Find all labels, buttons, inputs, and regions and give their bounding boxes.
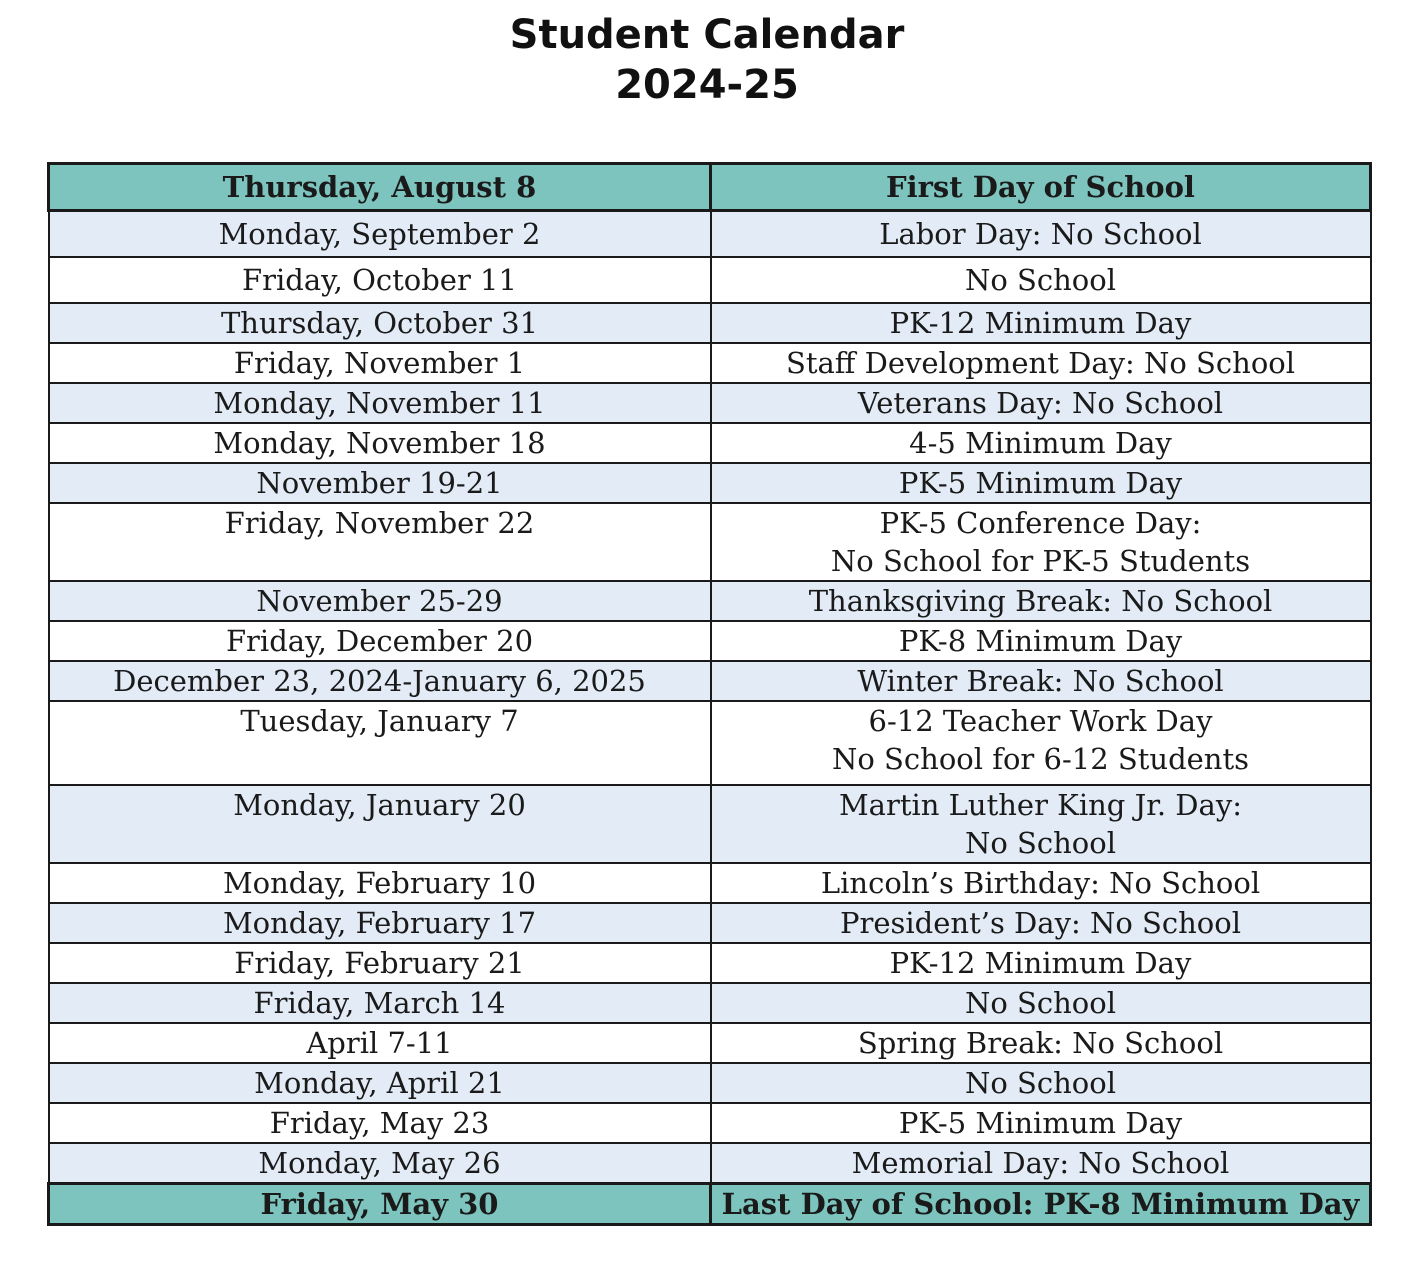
event-cell: No School: [711, 1063, 1371, 1103]
event-cell: [711, 785, 1371, 863]
event-cell: Thanksgiving Break: No School: [711, 581, 1371, 621]
date-cell: Monday, February 17: [49, 903, 711, 943]
date-cell: December 23, 2024-January 6, 2025: [49, 661, 711, 701]
table-row: [49, 383, 1371, 423]
table-row: [49, 863, 1371, 903]
event-line-1: PK-5 Conference Day:: [879, 506, 1202, 540]
table-row: [49, 343, 1371, 383]
date-cell: Friday, May 23: [49, 1103, 711, 1143]
date-cell: Friday, March 14: [49, 983, 711, 1023]
calendar-table: [47, 162, 1372, 1226]
table-row: [49, 701, 1371, 785]
event-cell: [711, 503, 1371, 581]
event-cell: Staff Development Day: No School: [711, 343, 1371, 383]
date-cell: Friday, February 21: [49, 943, 711, 983]
table-row: [49, 1103, 1371, 1143]
event-cell: PK-12 Minimum Day: [711, 303, 1371, 343]
table-row: [49, 423, 1371, 463]
date-cell: Friday, October 11: [49, 257, 711, 303]
table-row: [49, 903, 1371, 943]
event-cell: PK-5 Minimum Day: [711, 463, 1371, 503]
event-line-2: No School for PK-5 Students: [830, 544, 1251, 578]
event-cell: 4-5 Minimum Day: [711, 423, 1371, 463]
event-line-2: No School for 6-12 Students: [831, 742, 1250, 776]
date-cell: November 19-21: [49, 463, 711, 503]
event-cell: No School: [711, 257, 1371, 303]
table-row: [49, 503, 1371, 581]
table-row: [49, 211, 1371, 258]
date-cell: Thursday, October 31: [49, 303, 711, 343]
date-cell: Monday, January 20: [49, 785, 711, 863]
table-row: [49, 983, 1371, 1023]
table-footer-row: [49, 1184, 1371, 1225]
event-cell: No School: [711, 983, 1371, 1023]
page-title: [0, 10, 1414, 110]
date-cell: Monday, April 21: [49, 1063, 711, 1103]
date-cell: Monday, May 26: [49, 1143, 711, 1184]
event-cell: PK-5 Minimum Day: [711, 1103, 1371, 1143]
table-row: [49, 1063, 1371, 1103]
date-cell: Thursday, August 8: [49, 164, 711, 211]
table-header-row: [49, 164, 1371, 211]
table-row: [49, 943, 1371, 983]
date-cell: Monday, November 18: [49, 423, 711, 463]
date-cell: Friday, May 30: [49, 1184, 711, 1225]
event-cell: [711, 701, 1371, 785]
event-cell: Lincoln’s Birthday: No School: [711, 863, 1371, 903]
event-cell: Spring Break: No School: [711, 1023, 1371, 1063]
table-row: [49, 257, 1371, 303]
date-cell: November 25-29: [49, 581, 711, 621]
date-cell: April 7-11: [49, 1023, 711, 1063]
event-cell: PK-12 Minimum Day: [711, 943, 1371, 983]
table-row: [49, 303, 1371, 343]
table-row: [49, 661, 1371, 701]
table-row: [49, 1143, 1371, 1184]
event-cell: First Day of School: [711, 164, 1371, 211]
table-row: [49, 1023, 1371, 1063]
date-cell: Friday, December 20: [49, 621, 711, 661]
event-cell: President’s Day: No School: [711, 903, 1371, 943]
date-cell: Friday, November 22: [49, 503, 711, 581]
event-cell: Labor Day: No School: [711, 211, 1371, 258]
table-row: [49, 581, 1371, 621]
event-cell: Veterans Day: No School: [711, 383, 1371, 423]
date-cell: Monday, November 11: [49, 383, 711, 423]
date-cell: Monday, September 2: [49, 211, 711, 258]
title-line-2: 2024-25: [615, 62, 799, 108]
event-cell: PK-8 Minimum Day: [711, 621, 1371, 661]
date-cell: Monday, February 10: [49, 863, 711, 903]
table-row: [49, 785, 1371, 863]
table-row: [49, 463, 1371, 503]
table-row: [49, 621, 1371, 661]
event-line-1: 6-12 Teacher Work Day: [868, 704, 1213, 738]
event-line-2: No School: [964, 826, 1117, 860]
title-line-1: Student Calendar: [509, 12, 905, 58]
date-cell: Friday, November 1: [49, 343, 711, 383]
date-cell: Tuesday, January 7: [49, 701, 711, 785]
event-cell: Last Day of School: PK-8 Minimum Day: [711, 1184, 1371, 1225]
event-cell: Memorial Day: No School: [711, 1143, 1371, 1184]
event-cell: Winter Break: No School: [711, 661, 1371, 701]
event-line-1: Martin Luther King Jr. Day:: [838, 788, 1242, 822]
